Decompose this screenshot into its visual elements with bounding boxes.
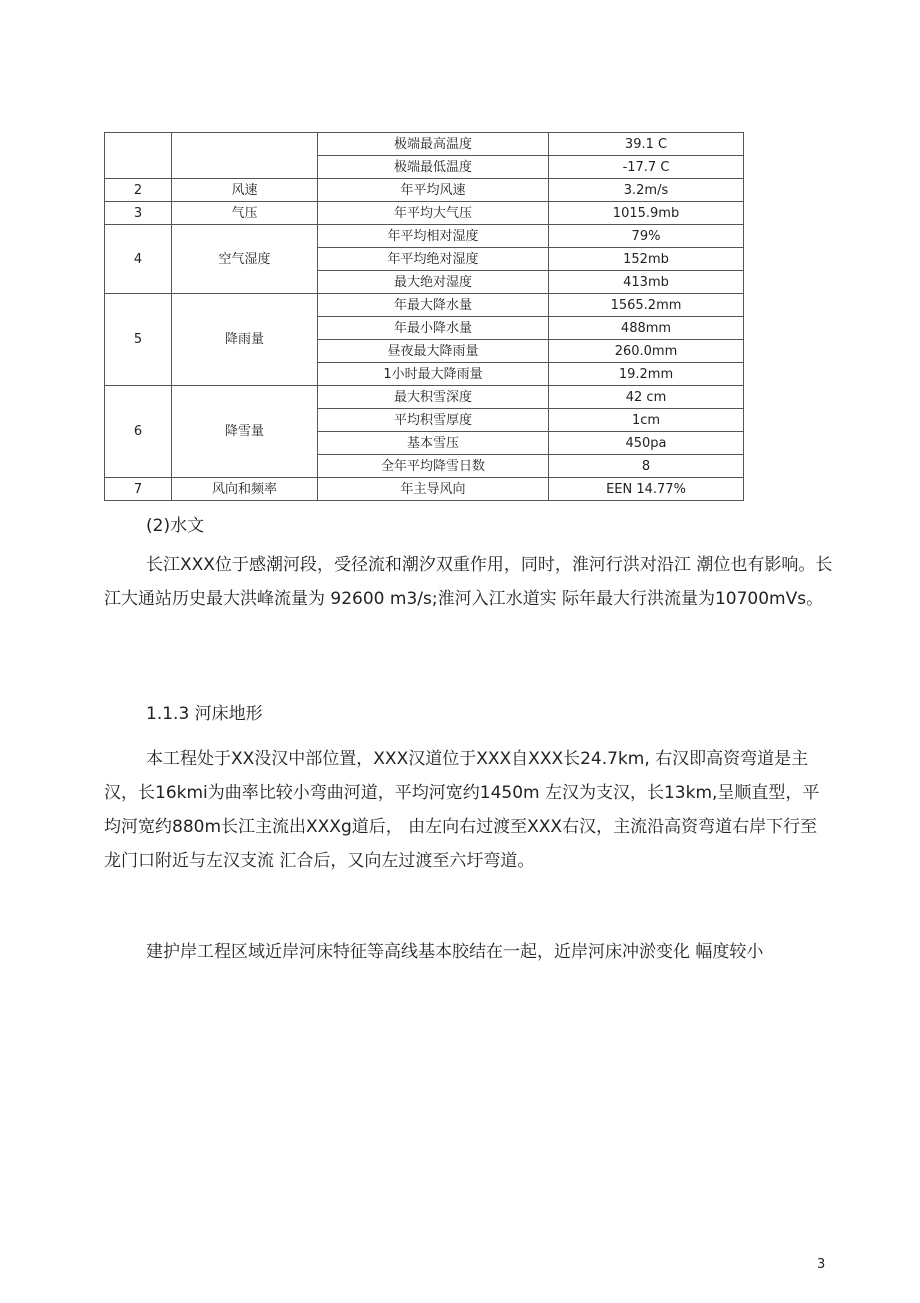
value-cell: 152mb [549, 248, 744, 271]
climate-table [104, 132, 744, 501]
item-cell: 全年平均降雪日数 [318, 455, 549, 478]
category-cell: 降雪量 [172, 386, 318, 478]
item-cell: 昼夜最大降雨量 [318, 340, 549, 363]
value-cell: 19.2mm [549, 363, 744, 386]
hydrology-paragraph: 长江XXX位于感潮河段，受径流和潮汐双重作用，同时，淮河行洪对沿江 潮位也有影响。长江大通站历史最大洪峰流量为 92600 m3/s;淮河入江水道实 际年最大行洪流量为10700mVs。 [104, 555, 833, 609]
item-cell: 年最小降水量 [318, 317, 549, 340]
item-cell: 年平均大气压 [318, 202, 549, 225]
value-cell: 3.2m/s [549, 179, 744, 202]
table-row [105, 478, 744, 501]
value-cell: 450pa [549, 432, 744, 455]
riverbed-paragraph: 本工程处于XX没汉中部位置，XXX汉道位于XXX自XXX长24.7km, 右汉即高资弯道是主汉，长16kmi为曲率比较小弯曲河道，平均河宽约1450m 左汉为支汉，长13km,呈顺直型，平均河宽约880m长江主流出XXXg道后， 由左向右过渡至XXX右汉，主流沿高资弯道右岸下行至龙门口附近与左汉支流 汇合后，又向左过渡至六圩弯道。 [104, 749, 820, 871]
value-cell: 1565.2mm [549, 294, 744, 317]
value-cell: 488mm [549, 317, 744, 340]
row-number-cell: 4 [105, 225, 172, 294]
item-cell: 年平均风速 [318, 179, 549, 202]
value-cell: -17.7 C [549, 156, 744, 179]
row-number-cell: 3 [105, 202, 172, 225]
item-cell: 极端最高温度 [318, 133, 549, 156]
row-number-cell: 7 [105, 478, 172, 501]
category-cell: 降雨量 [172, 294, 318, 386]
table-row [105, 179, 744, 202]
table-row [105, 386, 744, 409]
riverbed-paragraph-2: 建护岸工程区域近岸河床特征等高线基本胶结在一起，近岸河床冲淤变化 幅度较小 [146, 942, 764, 962]
value-cell: 42 cm [549, 386, 744, 409]
item-cell: 极端最低温度 [318, 156, 549, 179]
table-row [105, 294, 744, 317]
row-number-cell: 2 [105, 179, 172, 202]
hydrology-heading: (2)水文 [146, 516, 205, 536]
item-cell: 年平均绝对湿度 [318, 248, 549, 271]
value-cell: 260.0mm [549, 340, 744, 363]
row-number-cell: 6 [105, 386, 172, 478]
table-row [105, 133, 744, 156]
category-cell [172, 133, 318, 179]
value-cell: 413mb [549, 271, 744, 294]
item-cell: 年主导风向 [318, 478, 549, 501]
value-cell: 1015.9mb [549, 202, 744, 225]
value-cell: EEN 14.77% [549, 478, 744, 501]
item-cell: 平均积雪厚度 [318, 409, 549, 432]
category-cell: 风向和频率 [172, 478, 318, 501]
table-row [105, 202, 744, 225]
category-cell: 风速 [172, 179, 318, 202]
row-number-cell: 5 [105, 294, 172, 386]
category-cell: 气压 [172, 202, 318, 225]
value-cell: 1cm [549, 409, 744, 432]
item-cell: 年平均相对湿度 [318, 225, 549, 248]
value-cell: 79% [549, 225, 744, 248]
category-cell: 空气湿度 [172, 225, 318, 294]
table-row [105, 225, 744, 248]
page-number: 3 [817, 1257, 826, 1272]
riverbed-heading: 1.1.3 河床地形 [146, 704, 263, 724]
value-cell: 8 [549, 455, 744, 478]
item-cell: 最大绝对湿度 [318, 271, 549, 294]
item-cell: 年最大降水量 [318, 294, 549, 317]
item-cell: 最大积雪深度 [318, 386, 549, 409]
row-number-cell [105, 133, 172, 179]
value-cell: 39.1 C [549, 133, 744, 156]
item-cell: 1小时最大降雨量 [318, 363, 549, 386]
item-cell: 基本雪压 [318, 432, 549, 455]
